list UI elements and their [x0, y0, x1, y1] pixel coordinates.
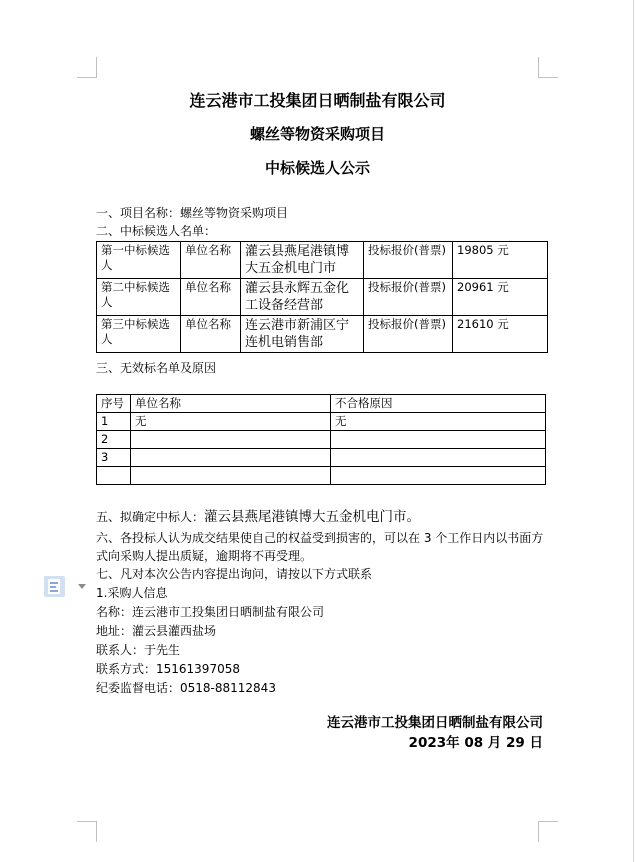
table-cell — [97, 467, 131, 485]
invalid-row-1 — [97, 413, 546, 431]
invalid-header-row — [97, 395, 546, 413]
section-5-label: 五、拟确定中标人： — [96, 510, 205, 524]
table-cell: 1 — [97, 413, 131, 431]
table-header-cell: 单位名称 — [131, 395, 331, 413]
section-6-objection-notice: 六、各投标人认为成交结果使自己的权益受到损害的，可以在 3 个工作日内以书面方式向采购人提出质疑，逾期将不再受理。 — [96, 531, 544, 563]
table-cell — [131, 431, 331, 449]
doc-title-project: 螺丝等物资采购项目 — [249, 125, 385, 143]
buyer-info-heading: 1.采购人信息 — [96, 586, 168, 600]
table-cell-company: 灌云县燕尾港镇博大五金机电门市 — [241, 242, 364, 279]
table-cell-price: 21610 元 — [453, 316, 548, 353]
table-cell: 2 — [97, 431, 131, 449]
signature-date: 2023年 08 月 29 日 — [408, 735, 543, 751]
paste-options-icon[interactable] — [44, 576, 65, 597]
section-2-candidates-heading: 二、中标候选人名单： — [96, 224, 217, 238]
table-header-cell: 序号 — [97, 395, 131, 413]
table-cell — [131, 467, 331, 485]
icon-text-line — [50, 590, 58, 592]
section-5-winner — [96, 508, 420, 526]
table-cell: 单位名称 — [181, 242, 241, 279]
table-cell-company: 连云港市新浦区宁连机电销售部 — [241, 316, 364, 353]
section-1-project-name: 一、项目名称：螺丝等物资采购项目 — [96, 206, 289, 220]
invalid-row-4 — [97, 467, 546, 485]
table-cell: 无 — [331, 413, 546, 431]
contact-address: 地址：灌云县灌西盐场 — [96, 624, 217, 638]
table-cell — [131, 449, 331, 467]
table-cell — [331, 431, 546, 449]
crop-mark-top-right — [538, 57, 558, 78]
invalid-row-2 — [97, 431, 546, 449]
table-cell: 第一中标候选人 — [97, 242, 181, 279]
table-cell: 单位名称 — [181, 279, 241, 316]
table-cell-company: 灌云县永辉五金化工设备经营部 — [241, 279, 364, 316]
crop-mark-top-left — [77, 57, 97, 78]
icon-text-line — [50, 586, 56, 588]
table-cell: 单位名称 — [181, 316, 241, 353]
table-cell — [331, 467, 546, 485]
contact-name: 名称：连云港市工投集团日晒制盐有限公司 — [96, 605, 325, 619]
doc-title-announcement: 中标候选人公示 — [264, 159, 370, 177]
contact-person: 联系人：于先生 — [96, 643, 181, 657]
candidate-row-3 — [97, 316, 548, 353]
invalid-row-3 — [97, 449, 546, 467]
section-5-winner-name: 灌云县燕尾港镇博大五金机电门市。 — [204, 509, 421, 525]
candidates-table — [96, 241, 548, 353]
table-cell-price: 19805 元 — [453, 242, 548, 279]
candidate-row-2 — [97, 279, 548, 316]
crop-mark-bottom-right — [538, 821, 558, 842]
crop-mark-bottom-left — [77, 821, 97, 842]
signature-company: 连云港市工投集团日晒制盐有限公司 — [327, 715, 543, 731]
table-cell: 投标报价(普票) — [364, 242, 453, 279]
table-cell: 投标报价(普票) — [364, 279, 453, 316]
invalid-bids-table — [96, 394, 546, 485]
candidate-row-1 — [97, 242, 548, 279]
table-cell: 第三中标候选人 — [97, 316, 181, 353]
icon-text-line — [50, 582, 58, 584]
paste-options-button[interactable] — [44, 576, 92, 598]
contact-supervision-phone: 纪委监督电话：0518-88112843 — [96, 681, 276, 695]
table-cell-price: 20961 元 — [453, 279, 548, 316]
table-cell — [331, 449, 546, 467]
table-cell: 3 — [97, 449, 131, 467]
chevron-down-icon[interactable] — [78, 584, 86, 589]
table-header-cell: 不合格原因 — [331, 395, 546, 413]
section-3-invalid-heading: 三、无效标名单及原因 — [96, 361, 217, 375]
contact-phone: 联系方式：15161397058 — [96, 662, 240, 676]
table-cell: 第二中标候选人 — [97, 279, 181, 316]
table-cell: 投标报价(普票) — [364, 316, 453, 353]
table-cell: 无 — [131, 413, 331, 431]
doc-title-company: 连云港市工投集团日晒制盐有限公司 — [189, 91, 446, 110]
section-7-contact-heading: 七、凡对本次公告内容提出询问，请按以下方式联系 — [96, 567, 373, 581]
